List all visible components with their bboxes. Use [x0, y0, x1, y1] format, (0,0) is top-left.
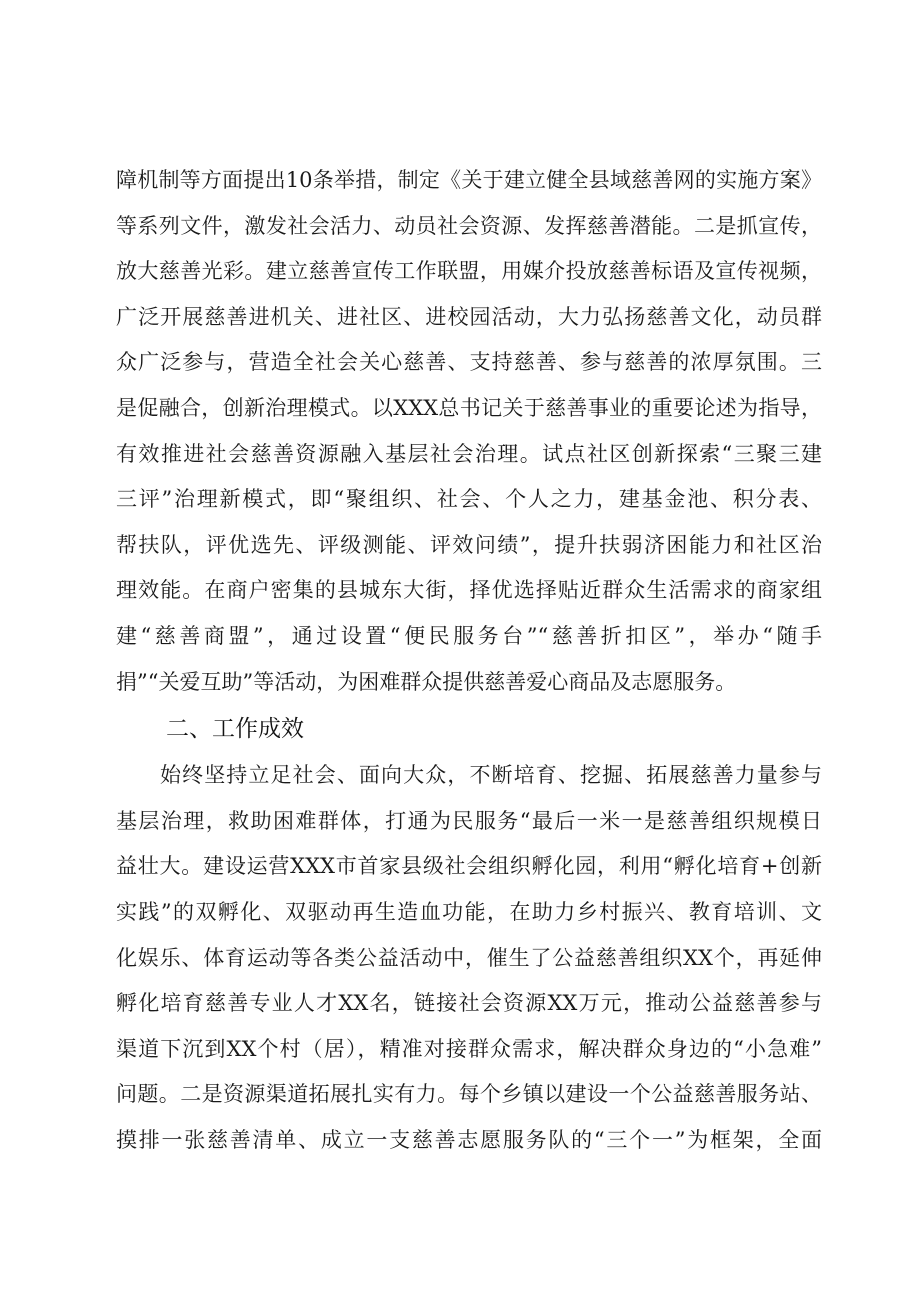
text-line: 有效推进社会慈善资源融入基层社会治理。试点社区创新探索“三聚三建 [116, 441, 822, 466]
document-body [116, 158, 822, 1163]
text-line: 三评”治理新模式，即“聚组织、社会、个人之力，建基金池、积分表、 [116, 487, 822, 512]
paragraph-2 [116, 753, 822, 1163]
text-line: 等系列文件，激发社会活力、动员社会资源、发挥慈善潜能。二是抓宣传， [116, 213, 822, 238]
text-line: 孵化培育慈善专业人才XX名，链接社会资源XX万元，推动公益慈善参与 [116, 991, 822, 1016]
text-line: 建“慈善商盟”，通过设置“便民服务台”“慈善折扣区”，举办“随手 [116, 623, 822, 648]
text-line: 问题。二是资源渠道拓展扎实有力。每个乡镇以建设一个公益慈善服务站、 [116, 1082, 822, 1107]
text-line: 放大慈善光彩。建立慈善宣传工作联盟，用媒介投放慈善标语及宣传视频， [116, 259, 822, 284]
text-line: 广泛开展慈善进机关、进社区、进校园活动，大力弘扬慈善文化，动员群 [116, 304, 822, 329]
text-line: 渠道下沉到XX个村（居），精准对接群众需求，解决群众身边的“小急难” [116, 1036, 822, 1061]
section-heading: 二、工作成效 [166, 716, 304, 743]
text-line: 障机制等方面提出10条举措，制定《关于建立健全县域慈善网的实施方案》 [116, 168, 822, 192]
text-line: 实践”的双孵化、双驱动再生造血功能，在助力乡村振兴、教育培训、文 [116, 899, 822, 924]
text-line: 理效能。在商户密集的县城东大街，择优选择贴近群众生活需求的商家组 [116, 578, 822, 603]
text-line: 捐”“关爱互助”等活动，为困难群众提供慈善爱心商品及志愿服务。 [116, 669, 737, 694]
text-line: 摸排一张慈善清单、成立一支慈善志愿服务队的“三个一”为框架，全面 [116, 1127, 822, 1152]
text-line: 益壮大。建设运营XXX市首家县级社会组织孵化园，利用“孵化培育+创新 [116, 854, 822, 879]
text-line: 众广泛参与，营造全社会关心慈善、支持慈善、参与慈善的浓厚氛围。三 [116, 350, 822, 375]
text-line: 帮扶队，评优选先、评级测能、评效问绩”，提升扶弱济困能力和社区治 [116, 532, 822, 557]
text-line: 是促融合，创新治理模式。以XXX总书记关于慈善事业的重要论述为指导， [116, 395, 822, 420]
text-line: 始终坚持立足社会、面向大众，不断培育、挖掘、拓展慈善力量参与 [160, 763, 822, 788]
paragraph-1 [116, 158, 822, 705]
text-line: 化娱乐、体育运动等各类公益活动中，催生了公益慈善组织XX个，再延伸 [116, 945, 822, 970]
text-line: 基层治理，救助困难群体，打通为民服务“最后一米一是慈善组织规模日 [116, 808, 822, 833]
